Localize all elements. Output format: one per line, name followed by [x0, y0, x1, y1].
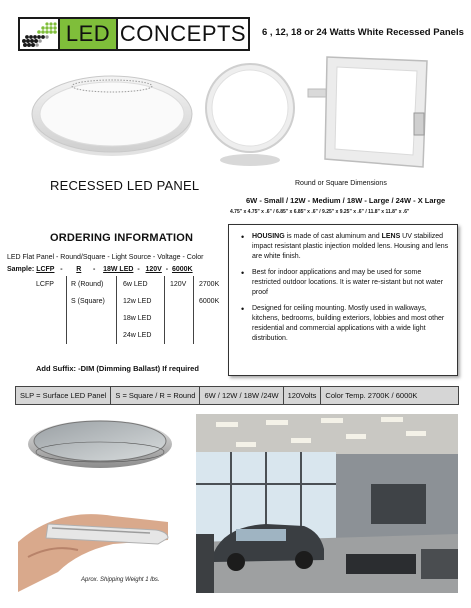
spec-cell: S = Square / R = Round	[111, 387, 200, 404]
suffix-note: Add Suffix: -DIM (Dimming Ballast) If required	[36, 364, 199, 373]
column-divider	[164, 276, 165, 344]
round-panel-front-image	[205, 60, 297, 170]
wattage-option: 24w LED	[123, 332, 152, 339]
square-panel-image	[305, 55, 430, 175]
column-divider	[66, 276, 67, 344]
ordering-description: LED Flat Panel - Round/Square - Light Source - Voltage - Color	[7, 254, 204, 261]
sample-part: 18W LED	[103, 266, 134, 273]
shape-option: S (Square)	[71, 298, 105, 305]
voltage-column	[170, 279, 186, 296]
spec-cell: 6W / 12W / 18W /24W	[200, 387, 283, 404]
logo-concepts-text: CONCEPTS	[118, 19, 248, 49]
spec-bar	[15, 386, 459, 405]
wattage-option: 18w LED	[123, 315, 152, 322]
wattage-option: 12w LED	[123, 298, 152, 305]
feature-item: • HOUSING is made of cast aluminum and LENS UV stabilized impact resistant plastic injection molded lens. Housing and lens are white finish.	[241, 232, 451, 262]
ordering-title: ORDERING INFORMATION	[50, 232, 194, 244]
panel-photos	[18, 412, 188, 592]
sample-part: 120V	[145, 266, 162, 273]
column-divider	[116, 276, 117, 344]
shape-column	[71, 279, 105, 313]
prefix-option: LCFP	[36, 281, 54, 288]
color-column	[199, 279, 219, 313]
color-option: 2700K	[199, 281, 220, 288]
wattage-option: 6w LED	[123, 281, 148, 288]
column-divider	[193, 276, 194, 344]
logo-led-text: LED	[60, 19, 118, 49]
panel-dimensions: 4.75" x 4.75" x .6" / 6.85" x 6.85" x .6" / 9.25" x 9.25" x .6" / 11.8" x 11.8" x .6"	[230, 209, 410, 215]
prefix-column	[36, 279, 54, 296]
shipping-weight-note: Aprox. Shipping Weight 1 lbs.	[81, 577, 160, 583]
features-box	[228, 224, 458, 376]
voltage-option: 120V	[170, 281, 187, 288]
product-title: RECESSED LED PANEL	[50, 178, 200, 193]
sample-code: Sample: LCFP - R - 18W LED - 120V - 6000K	[7, 266, 193, 273]
shapes-caption: Round or Square Dimensions	[295, 180, 387, 187]
sample-part: R	[76, 266, 82, 273]
company-logo	[18, 17, 250, 51]
spec-cell: SLP = Surface LED Panel	[16, 387, 111, 404]
feature-item: • Best for indoor applications and may be used for some restricted outdoor locations. It is water re-sistant but not water proof	[241, 268, 451, 298]
header-tagline: 6 , 12, 18 or 24 Watts White Recessed Panels	[262, 27, 464, 38]
sample-part: 6000K	[171, 266, 193, 273]
led-dots-logo-icon	[20, 19, 60, 49]
spec-cell: Color Temp. 2700K / 6000K	[325, 391, 418, 400]
wattage-sizes: 6W - Small / 12W - Medium / 18W - Large / 24W - X Large	[246, 196, 446, 205]
sample-part: LCFP	[36, 266, 55, 273]
color-option: 6000K	[199, 298, 220, 305]
feature-item: • Designed for ceiling mounting. Mostly used in walkways, kitchens, bedrooms, building exteriors, lobbies and most other residential and commercial applications with a wide light distribution.	[241, 304, 451, 344]
sample-label: Sample:	[7, 266, 35, 273]
shape-option: R (Round)	[71, 281, 104, 288]
flat-round-panel-image	[30, 68, 195, 163]
wattage-column	[123, 279, 151, 347]
spec-cell: 120Volts	[284, 387, 322, 404]
showroom-photo	[196, 414, 458, 593]
